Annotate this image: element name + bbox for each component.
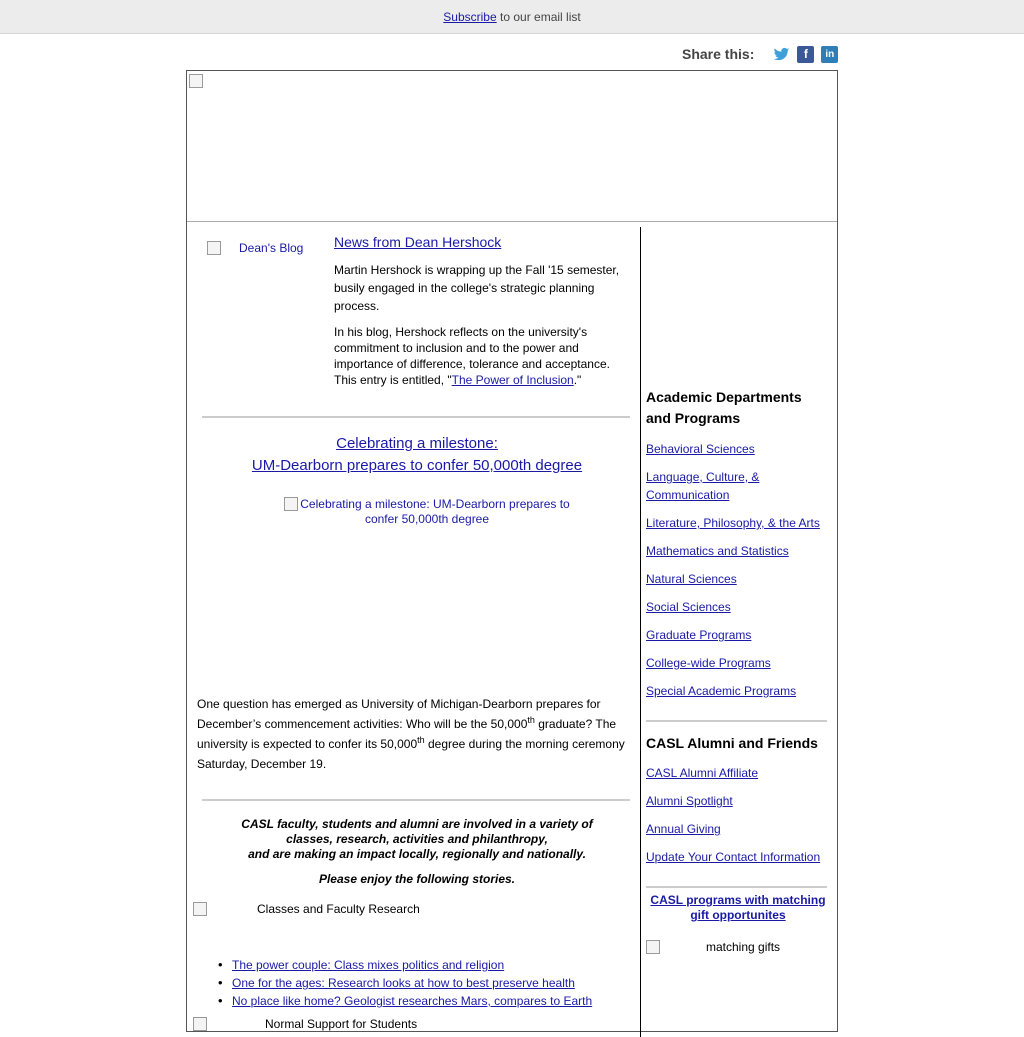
stories-intro-line-2: classes, research, activities and philanthropy, [286,832,548,846]
deans-blog-image-alt: Dean's Blog [239,241,304,255]
sidebar-link[interactable]: Mathematics and Statistics [646,544,789,558]
sidebar-link[interactable]: Literature, Philosophy, & the Arts [646,516,820,530]
header-banner-image [187,71,837,222]
broken-image-icon [193,1017,207,1031]
milestone-title [187,433,647,477]
sidebar-link[interactable]: Social Sciences [646,600,731,614]
alumni-friends-heading: CASL Alumni and Friends [646,735,818,751]
milestone-title-line-2[interactable]: UM-Dearborn prepares to confer 50,000th degree [251,457,583,474]
matching-gift-link[interactable]: CASL programs with matching gift opportunites [650,893,826,922]
milestone-title-line-1[interactable]: Celebrating a milestone: [336,435,498,452]
academic-links [646,440,836,710]
sidebar-link[interactable]: Natural Sciences [646,572,737,586]
alumni-links [646,764,820,876]
linkedin-icon[interactable]: in [821,46,838,63]
sidebar-link[interactable]: Behavioral Sciences [646,442,755,456]
broken-image-icon [207,241,221,255]
main-column [187,221,640,1031]
next-section-image [193,1017,417,1031]
list-item [232,974,592,992]
academic-departments-heading: Academic Departments and Programs [646,389,802,426]
broken-image-icon [646,940,660,954]
deans-blog-paragraph-2 [334,324,634,388]
sidebar-link[interactable]: Language, Culture, & Communication [646,470,760,502]
broken-image-icon [189,74,203,88]
sidebar-link[interactable]: College-wide Programs [646,656,771,670]
facebook-icon[interactable]: f [797,46,814,63]
milestone-image[interactable] [277,497,577,527]
subscribe-link[interactable]: Subscribe [443,10,497,24]
subscribe-bar-text: to our email list [496,10,581,24]
ordinal-suffix: th [417,735,425,745]
deans-blog-section [334,233,634,397]
sidebar-link[interactable]: Graduate Programs [646,628,752,642]
newsletter-frame [186,70,838,1032]
sidebar-link[interactable]: Annual Giving [646,822,721,836]
subscribe-bar [0,0,1024,34]
list-item [232,956,592,974]
stories-intro-line-3: and are making an impact locally, regionally and nationally. [248,847,586,861]
column-divider [640,227,641,1037]
deans-blog-image[interactable] [207,241,303,255]
broken-image-icon [284,497,298,511]
stories-intro-line-1: CASL faculty, students and alumni are involved in a variety of [241,817,593,831]
milestone-text-b: graduate? The university is expected to confer its 50,000 [197,717,617,751]
sidebar-link[interactable]: Special Academic Programs [646,684,797,698]
stories-enjoy-text: Please enjoy the following stories. [318,872,516,886]
sidebar-link[interactable]: Update Your Contact Information [646,850,821,864]
deans-blog-paragraph-2-text: In his blog, Hershock reflects on the university's commitment to inclusion and to the power and importance of difference, tolerance and acceptance. This entry is entitled, " [334,325,610,387]
list-item [232,992,592,1010]
milestone-paragraph [197,694,637,774]
story-link[interactable]: One for the ages: Research looks at how to best preserve health [232,976,575,990]
divider [202,416,630,418]
divider [646,720,827,722]
divider [202,799,630,801]
stories-intro [227,817,607,862]
sidebar-link[interactable]: Alumni Spotlight [646,794,733,808]
matching-gifts-image-alt: matching gifts [706,940,781,954]
power-of-inclusion-link[interactable]: The Power of Inclusion [451,373,574,387]
twitter-icon[interactable] [773,46,790,63]
share-row [682,44,838,64]
milestone-image-alt: Celebrating a milestone: UM-Dearborn prepares to confer 50,000th degree [300,497,570,526]
classes-research-image [193,902,420,916]
story-links-list [232,956,592,1010]
milestone-text-c: degree during the morning ceremony Saturday, December 19. [197,737,625,771]
ordinal-suffix: th [527,715,535,725]
milestone-text-a: One question has emerged as University of Michigan-Dearborn prepares for December’s commencement activities: Who will be the 50,000 [197,697,601,731]
broken-image-icon [193,902,207,916]
next-section-image-alt: Normal Support for Students [265,1017,418,1031]
classes-research-image-alt: Classes and Faculty Research [257,902,420,916]
story-link[interactable]: The power couple: Class mixes politics and religion [232,958,505,972]
story-link[interactable]: No place like home? Geologist researches Mars, compares to Earth [232,994,593,1008]
matching-gifts-image[interactable] [646,940,780,954]
deans-blog-paragraph-2-end: ." [573,373,582,387]
divider [646,886,827,888]
deans-blog-paragraph-1: Martin Hershock is wrapping up the Fall '15 semester, busily engaged in the college's strategic planning process. [334,263,620,313]
sidebar-link[interactable]: CASL Alumni Affiliate [646,766,759,780]
share-label: Share this: [682,46,755,62]
deans-news-title-link[interactable]: News from Dean Hershock [334,234,502,250]
